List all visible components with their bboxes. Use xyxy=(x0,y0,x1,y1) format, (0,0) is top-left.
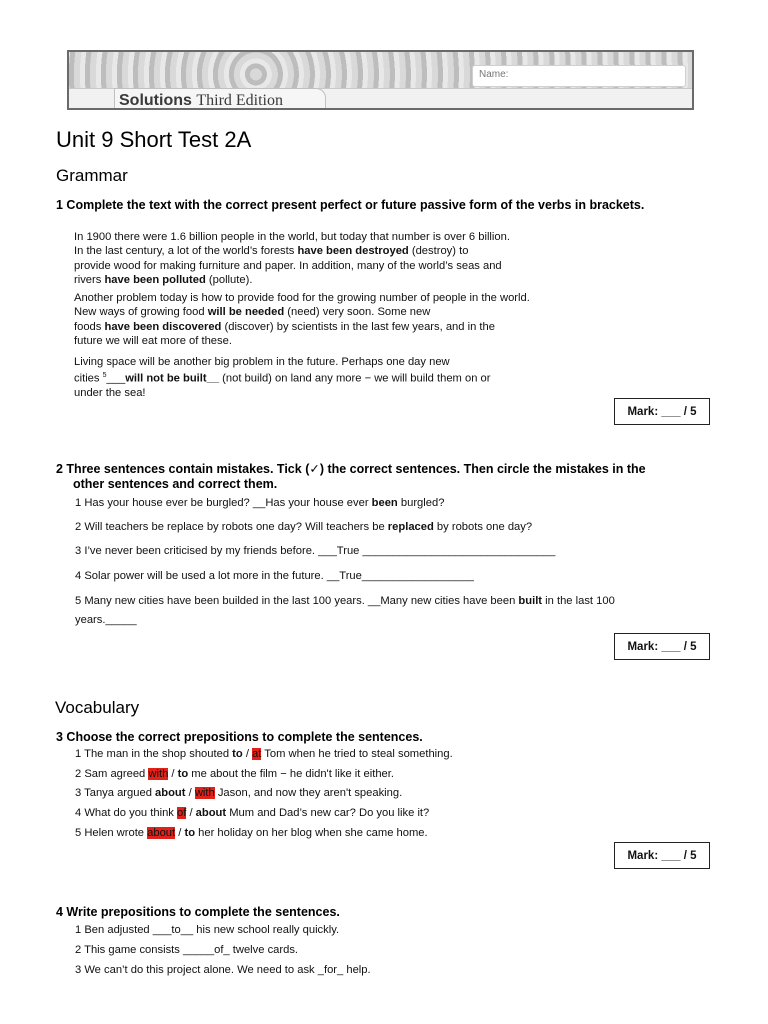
answer-5: will not be built__ xyxy=(125,373,220,386)
q1-p1-line4: rivers have been polluted (pollute). xyxy=(74,273,253,286)
q1-p1-line3: provide wood for making furniture and paper. In addition, many of the world’s seas and xyxy=(74,259,502,272)
q3-item-2: 2 Sam agreed with / to me about the film − he didn't like it either. xyxy=(75,768,394,780)
q2-item-1: 1 Has your house ever be burgled? __Has your house ever been burgled? xyxy=(75,497,445,509)
q1-p2-line3: foods have been discovered (discover) by scientists in the last few years, and in the xyxy=(74,320,495,333)
q2-item-4: 4 Solar power will be used a lot more in the future. __True__________________ xyxy=(75,570,474,582)
header-banner xyxy=(67,50,694,110)
q1-p3-line3: under the sea! xyxy=(74,387,146,400)
q1-p3-line2: cities $^5$___will not be built__ (not build) on land any more − we will build them on or xyxy=(74,372,491,386)
q2-item-5-continued: years._____ xyxy=(75,614,137,626)
q4-item-2: 2 This game consists _____of_ twelve cards. xyxy=(75,944,299,956)
answer-4: have been discovered xyxy=(104,320,222,333)
brand-edition: Third Edition xyxy=(196,92,283,109)
q1-p2-line4: future we will eat more of these. xyxy=(74,334,232,347)
page-title: Unit 9 Short Test 2A xyxy=(56,127,252,152)
q3-item-1-option-b[interactable]: at xyxy=(252,748,262,760)
q3-item-4-option-b[interactable]: about xyxy=(195,807,227,819)
mark-box-q3: Mark: ___ / 5 xyxy=(614,842,710,869)
q2-item-5: 5 Many new cities have been builded in the last 100 years. __Many new cities have been built in the last 100 xyxy=(75,595,615,607)
brand-logo xyxy=(119,92,283,110)
q2-item-3: 3 I’ve never been criticised by my friends before. ___True _______________________________ xyxy=(75,545,556,557)
q3-item-4-option-a[interactable]: of xyxy=(177,807,187,819)
q1-p2-line2: New ways of growing food will be needed (need) very soon. Some new xyxy=(74,306,431,319)
q1-paragraph-1 xyxy=(74,230,544,287)
q3-item-3-option-b[interactable]: with xyxy=(194,787,215,799)
q3-item-5-option-a[interactable]: about xyxy=(147,827,176,839)
q3-item-2-option-a[interactable]: with xyxy=(148,768,169,780)
q1-p2-line1: Another problem today is how to provide food for the growing number of people in the world. xyxy=(74,292,530,304)
name-label: Name: xyxy=(479,69,509,80)
q1-p1-line1: In 1900 there were 1.6 billion people in the world, but today that number is over 6 billion. xyxy=(74,231,510,243)
question-2-heading-line2: other sentences and correct them. xyxy=(73,477,278,491)
brand-name: Solutions xyxy=(119,92,192,109)
mark-box-q1: Mark: ___ / 5 xyxy=(614,398,710,425)
q4-item-3: 3 We can’t do this project alone. We need to ask _for_ help. xyxy=(75,964,371,976)
q1-p1-line2: In the last century, a lot of the world’s forests have been destroyed (destroy) to xyxy=(74,245,469,258)
q3-item-2-option-b[interactable]: to xyxy=(177,768,189,780)
q3-item-1: 1 The man in the shop shouted to / at Tom when he tried to steal something. xyxy=(75,748,453,760)
q3-item-4: 4 What do you think of / about Mum and Dad’s new car? Do you like it? xyxy=(75,807,430,819)
q2-item-2: 2 Will teachers be replace by robots one day? Will teachers be replaced by robots one day? xyxy=(75,521,533,533)
answer-2: have been polluted xyxy=(104,273,206,286)
q1-paragraph-2 xyxy=(74,291,554,348)
question-1-heading: 1 Complete the text with the correct present perfect or future passive form of the verbs in brackets. xyxy=(56,198,645,212)
gap-number-5: 5 xyxy=(102,372,107,380)
question-3-heading: 3 Choose the correct prepositions to complete the sentences. xyxy=(56,730,423,744)
question-2-heading-line1: 2 Three sentences contain mistakes. Tick (✓) the correct sentences. Then circle the mistakes in the xyxy=(56,462,646,476)
section-heading-grammar: Grammar xyxy=(56,166,128,185)
q3-item-5: 5 Helen wrote about / to her holiday on her blog when she came home. xyxy=(75,827,428,839)
question-4-heading: 4 Write prepositions to complete the sentences. xyxy=(56,905,340,919)
q1-paragraph-3 xyxy=(74,355,544,401)
answer-3: will be needed xyxy=(207,306,285,319)
q3-item-3-option-a[interactable]: about xyxy=(155,787,186,799)
q3-item-1-option-a[interactable]: to xyxy=(232,748,243,760)
q3-item-5-option-b[interactable]: to xyxy=(184,827,196,839)
answer-1: have been destroyed xyxy=(297,245,409,258)
q4-item-1: 1 Ben adjusted ___to__ his new school really quickly. xyxy=(75,924,340,936)
section-heading-vocabulary: Vocabulary xyxy=(55,698,140,717)
q1-p3-line1: Living space will be another big problem in the future. Perhaps one day new xyxy=(74,356,450,368)
q3-item-3: 3 Tanya argued about / with Jason, and now they aren't speaking. xyxy=(75,787,403,799)
mark-box-q2: Mark: ___ / 5 xyxy=(614,633,710,660)
